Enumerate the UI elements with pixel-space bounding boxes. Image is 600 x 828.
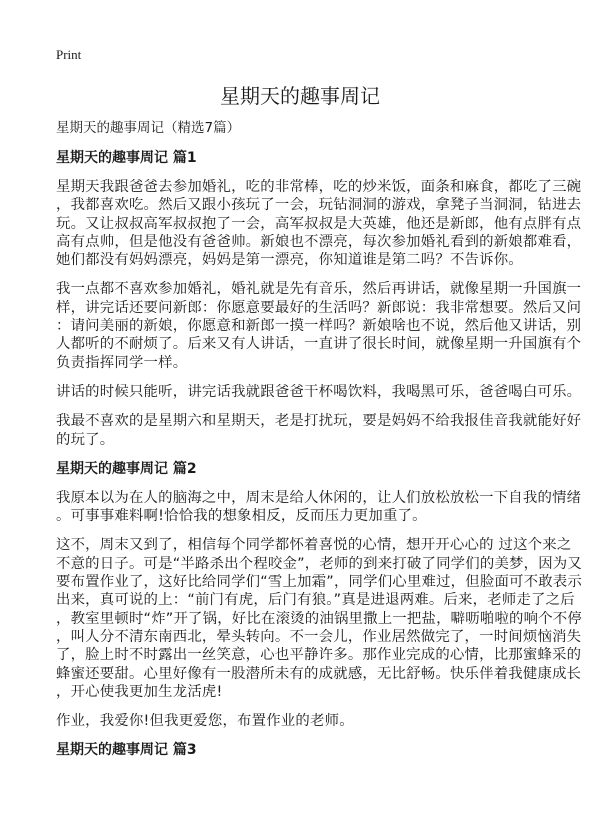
document-title: 星期天的趣事周记: [220, 84, 380, 108]
text-line: 高有点帅，但是他没有爸爸帅。新娘也不漂亮，每次参加婚礼看到的新娘都难看，: [56, 233, 582, 250]
text-line: 她们都没有妈妈漂亮，妈妈是第一漂亮，你知道谁是第二吗？不告诉你。: [56, 252, 523, 269]
text-line: 负责指挥同学一样。: [56, 354, 188, 371]
section-heading: 星期天的趣事周记 篇2: [56, 460, 197, 477]
text-line: 这不，周末又到了，相信每个同学都怀着喜悦的心情，想开开心心的 过这个来之: [56, 537, 572, 554]
paragraph: [56, 412, 582, 449]
text-line: 我最不喜欢的是星期六和星期天，老是打扰玩，要是妈妈不给我报佳音我就能好好: [56, 413, 582, 430]
text-line: 了，脸上时不时露出一丝笑意，心也平静许多。那作业完成的心情，比那蜜蜂采的: [56, 647, 582, 664]
text-line: 我一点都不喜欢参加婚礼，婚礼就是先有音乐，然后再讲话，就像星期一升国旗一: [56, 281, 582, 298]
section-heading: 星期天的趣事周记 篇1: [56, 150, 197, 166]
text-line: 我原本以为在人的脑海之中，周末是给人休闲的，让人们放松放松一下自我的情绪: [56, 489, 582, 506]
text-line: 。可事事难料啊!恰恰我的想象相反，反而压力更加重了。: [56, 508, 427, 525]
text-line: 要布置作业了，这好比给同学们“雪上加霜”，同学们心里难过，但脸面可不敢表示: [56, 574, 582, 591]
print-link[interactable]: Print: [56, 47, 82, 62]
text-line: 星期天我跟爸爸去参加婚礼，吃的非常棒，吃的炒米饭，面条和麻食，都吃了三碗: [56, 179, 582, 195]
section-heading: 星期天的趣事周记 篇3: [56, 742, 197, 759]
document-body: [56, 119, 582, 770]
text-line: ，教室里顿时“炸”开了锅，好比在滚烫的油锅里撒上一把盐，噼呖啪啦的响个不停: [56, 610, 582, 627]
text-line: 讲话的时候只能听，讲完话我就跟爸爸干杯喝饮料，我喝黑可乐，爸爸喝白可乐。: [56, 383, 582, 400]
text-line: 作业，我爱你!但我更爱您，布置作业的老师。: [56, 713, 354, 730]
text-line: ，我都喜欢吃。然后又跟小孩玩了一会，玩钻洞洞的游戏，拿凳子当洞洞，钻进去: [56, 197, 582, 214]
paragraph: [56, 536, 582, 701]
text-line: 样，讲完话还要问新郎：你愿意要最好的生活吗？新郎说：我非常想要。然后又问: [56, 299, 582, 316]
text-line: ：请问美丽的新娘，你愿意和新郎一摸一样吗？新娘啥也不说，然后他又讲话，别: [56, 318, 582, 335]
paragraph: [56, 712, 556, 730]
text-line: 不意的日子。可是“半路杀出个程咬金”，老师的到来打破了同学们的美梦，因为又: [56, 555, 582, 572]
text-line: ，开心使我更加生龙活虎!: [56, 683, 223, 700]
text-line: 人都听的不耐烦了。后来又有人讲话，一直讲了很长时间，就像星期一升国旗有个: [56, 336, 582, 353]
text-line: 玩。又让叔叔高军叔叔抱了一会，高军叔叔是大英雄，他还是新郎，他有点胖有点: [56, 215, 582, 232]
sections: [56, 149, 582, 759]
text-line: 的玩了。: [56, 431, 115, 448]
paragraph: [56, 489, 582, 526]
paragraph: [56, 280, 582, 371]
paragraph: [56, 178, 582, 269]
text-line: ，叫人分不清东南西北，晕头转向。不一会儿，作业居然做完了，一时间烦恼消失: [56, 628, 582, 645]
text-line: 蜂蜜还要甜。心里好像有一股潜所未有的成就感，无比舒畅。快乐伴着我健康成长: [56, 665, 582, 682]
text-line: 出来，真可说的上：“前门有虎，后门有狼。”真是进退两难。后来，老师走了之后: [56, 592, 575, 609]
document-subtitle: 星期天的趣事周记（精选7篇）: [56, 120, 241, 136]
paragraph: [56, 383, 582, 401]
